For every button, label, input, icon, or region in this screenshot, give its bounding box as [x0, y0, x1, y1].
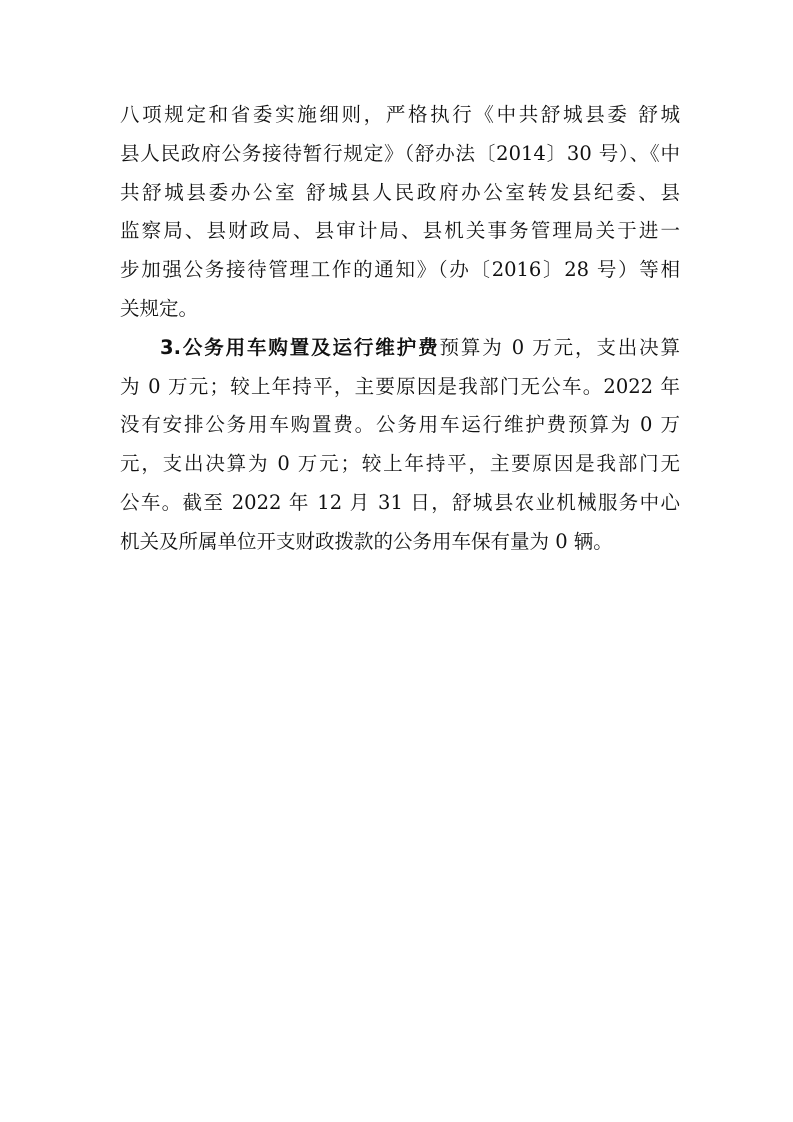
text-line: 元，支出决算为 0 万元；较上年持平，主要原因是我部门无	[120, 452, 680, 476]
document-body	[120, 96, 680, 562]
heading-line-text: 预算为 0 万元，支出决算	[439, 335, 680, 359]
text-line: 步加强公务接待管理工作的通知》（办〔2016〕28 号）等相	[120, 258, 680, 282]
text-line-with-heading	[120, 329, 680, 368]
text-line: 机关及所属单位开支财政拨款的公务用车保有量为 0 辆。	[120, 529, 613, 553]
section-heading: 3.公务用车购置及运行维护费	[160, 335, 440, 359]
text-line: 公车。截至 2022 年 12 月 31 日，舒城县农业机械服务中心	[120, 490, 680, 514]
text-line: 八项规定和省委实施细则，严格执行《中共舒城县委 舒城	[120, 103, 680, 126]
paragraph-vehicle-expenses	[120, 329, 680, 562]
text-line: 县人民政府公务接待暂行规定》（舒办法〔2014〕30 号）、《中	[120, 141, 680, 165]
text-line: 共舒城县委办公室 舒城县人民政府办公室转发县纪委、县	[120, 180, 680, 204]
text-line: 关规定。	[120, 296, 199, 320]
paragraph-reception-rules	[120, 96, 680, 329]
text-line: 为 0 万元；较上年持平，主要原因是我部门无公车。2022 年	[120, 374, 680, 398]
text-line: 没有安排公务用车购置费。公务用车运行维护费预算为 0 万	[120, 413, 680, 437]
text-line: 监察局、县财政局、县审计局、县机关事务管理局关于进一	[120, 219, 680, 243]
